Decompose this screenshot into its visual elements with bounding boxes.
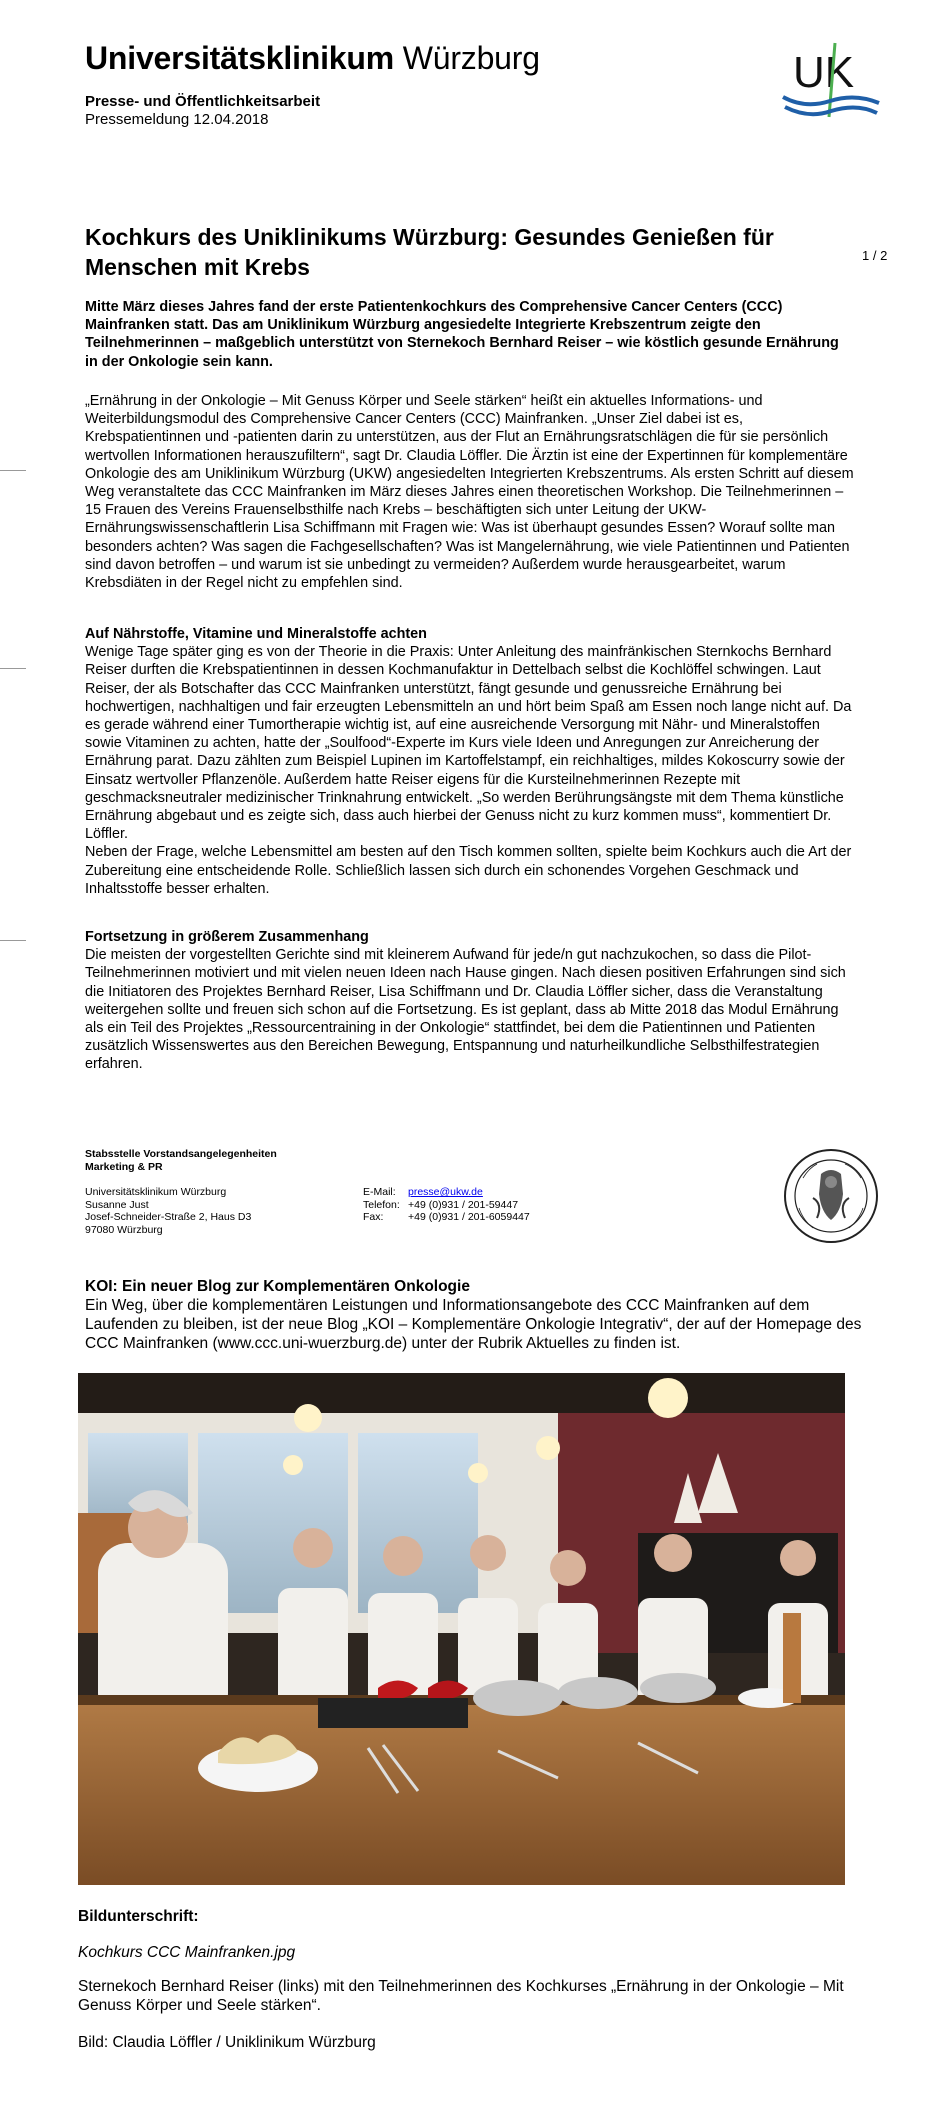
margin-mark [0, 470, 26, 471]
caption-filename: Kochkurs CCC Mainfranken.jpg [78, 1944, 296, 1961]
press-release-date: Pressemeldung 12.04.2018 [85, 111, 269, 128]
contact-unit-line: Marketing & PR [85, 1161, 163, 1173]
brand-bold: Universitätsklinikum [85, 40, 395, 76]
contact-city: 97080 Würzburg [85, 1223, 163, 1236]
section-paragraph: Wenige Tage später ging es von der Theorie in die Praxis: Unter Anleitung des mainfränkischen Sternkochs Bernhard Reiser durften die Krebspatientinnen in dessen Kochmanufaktur in Dettelbach selbst die Kochlöffel schwingen. Laut Reiser, der als Botschafter das CCC Mainfranken unterstützt, fängt gesunde und genussreiche Ernährung bei hochwertigen, nachhaltigen und fair erzeugten Lebensmitteln an und hört beim Spaß am Essen noch lange nicht auf. Da es gerade während einer Tumortherapie wichtig ist, auf eine ausreichende Versorgung mit Nähr- und Mineralstoffen sowie Vitaminen zu achten, hatte der „Soulfood“-Experte im Kurs viele Ideen und Anregungen zur Anreicherung der Ernährung parat. Dazu zählten zum Beispiel Lupinen im Kartoffelstampf, ein reichhaltiges, mildes Kokoscurry sowie der Einsatz wertvoller Pflanzenöle. Außerdem hatte Reiser eigens für die Kursteilnehmerinnen Rezepte mit geschmacksneutraler medizinischer Trinknahrung entwickelt. „So werden Berührungsängste mit dem Thema künstliche Ernährung abgebaut und es zeigte sich, dass auch hierbei der Genuss nicht zu kurz kommen muss“, kommentiert Dr. Löffler. [85, 644, 852, 843]
email-label: E-Mail: [363, 1186, 396, 1198]
contact-channels [363, 1186, 530, 1224]
article-lead: Mitte März dieses Jahres fand der erste Patientenkochkurs des Comprehensive Cancer Centers (CCC) Mainfranken statt. Das am Uniklinikum Würzburg angesiedelte Integrierte Krebszentrum zeigte den Teilnehmerinnen – maßgeblich unterstützt von Sternekoch Bernhard Reiser – wie köstlich gesunde Ernährung in der Onkologie sein kann. [85, 299, 839, 370]
section-heading: Auf Nährstoffe, Vitamine und Mineralstoffe achten [85, 626, 427, 642]
section-continuation [85, 928, 855, 1074]
section-heading: Fortsetzung in größerem Zusammenhang [85, 929, 369, 945]
margin-mark [0, 940, 26, 941]
blog-text: Ein Weg, über die komplementären Leistungen und Informationsangebote des CCC Mainfranken auf dem Laufenden zu bleiben, ist der neue Blog „KOI – Komplementäre Onkologie Integrativ“, der auf der Homepage des CCC Mainfranken (www.ccc.uni-wuerzburg.de) unter der Rubrik Aktuelles zu finden ist. [85, 1297, 862, 1352]
contact-street: Josef-Schneider-Straße 2, Haus D3 [85, 1211, 252, 1223]
contact-org: Universitätsklinikum Würzburg [85, 1186, 227, 1198]
contact-unit-line: Stabsstelle Vorstandsangelegenheiten [85, 1148, 277, 1160]
section-paragraph: Die meisten der vorgestellten Gerichte sind mit kleinerem Aufwand für jede/n gut nachzukochen, so dass die Pilot-Teilnehmerinnen motiviert und mit vielen neuen Ideen nach Hause gingen. Nach diesen positiven Erfahrungen sind sich die Initiatoren des Projektes Bernhard Reiser, Lisa Schiffmann und Dr. Claudia Löffler sicher, dass die Veranstaltung weitergehen sollte und freuen sich schon auf die Fortsetzung. Es ist geplant, dass ab Mitte 2018 das Modul Ernährung als ein Teil des Projektes „Ressourcentraining in der Onkologie“ stattfindet, bei dem die Patientinnen und Patienten zusätzlich Wissenswertes aus den Bereichen Bewegung, Entspannung und naturheilkundliche Selbsthilfestrategien erfahren. [85, 947, 846, 1073]
caption-text: Sternekoch Bernhard Reiser (links) mit den Teilnehmerinnen des Kochkurses „Ernährung in der Onkologie – Mit Genuss Körper und Seele stärken“. [78, 1978, 844, 2014]
contact-person: Susanne Just [85, 1198, 149, 1211]
page-number: 1 / 2 [862, 248, 888, 263]
email-link[interactable]: presse@ukw.de [408, 1186, 483, 1198]
caption-credit: Bild: Claudia Löffler / Uniklinikum Würzburg [78, 2034, 376, 2051]
department-name: Presse- und Öffentlichkeitsarbeit [85, 93, 321, 110]
contact-unit [85, 1148, 277, 1174]
caption-heading: Bildunterschrift: [78, 1908, 199, 1925]
article-paragraph-1: „Ernährung in der Onkologie – Mit Genuss Körper und Seele stärken“ heißt ein aktuelles Informations- und Weiterbildungsmodul des Comprehensive Cancer Centers (CCC) Mainfranken. „Unser Ziel dabei ist es, Krebspatientinnen und -patienten darin zu unterstützen, aus der Flut an Ernährungsratschlägen die für sie persönlich wertvollen Informationen herauszufiltern“, sagt Dr. Claudia Löffler. Die Ärztin ist eine der Expertinnen für komplementäre Onkologie des am Uniklinikum Würzburg (UKW) angesiedelten Integrierten Krebszentrums. Als ersten Schritt auf diesem Weg veranstaltete das CCC Mainfranken im März dieses Jahres einen theoretischen Workshop. Die Teilnehmerinnen – 15 Frauen des Vereins Frauenselbsthilfe nach Krebs – beschäftigten sich unter Leitung der UKW-Ernährungswissenschaftlerin Lisa Schiffmann mit Fragen wie: Was ist überhaupt gesundes Essen? Worauf sollte man besonders achten? Was sagen die Fachgesellschaften? Was ist Mangelernährung, wie viele Patientinnen und Patienten sind davon betroffen – und warum ist sie unbedingt zu vermeiden? Außerdem wurde herausgearbeitet, warum Krebsdiäten in der Regel nicht zu empfehlen sind. [85, 393, 854, 592]
article-title: Kochkurs des Uniklinikums Würzburg: Gesundes Genießen für Menschen mit Krebs [85, 224, 774, 280]
blog-heading: KOI: Ein neuer Blog zur Komplementären Onkologie [85, 1278, 470, 1295]
brand-light: Würzburg [402, 40, 540, 76]
cooking-class-photo [78, 1373, 845, 1885]
fax-number: +49 (0)931 / 201-6059447 [408, 1211, 530, 1223]
margin-mark [0, 668, 26, 669]
phone-label: Telefon: [363, 1198, 400, 1211]
fax-label: Fax: [363, 1211, 384, 1223]
section-nutrients [85, 625, 855, 898]
phone-number: +49 (0)931 / 201-59447 [408, 1198, 519, 1211]
logo-letters: UK [793, 48, 855, 97]
institution-name [85, 40, 540, 77]
contact-address [85, 1186, 251, 1236]
ukw-logo-icon [775, 35, 885, 125]
section-paragraph: Neben der Frage, welche Lebensmittel am besten auf den Tisch kommen sollten, spielte beim Kochkurs auch die Art der Zubereitung eine entscheidende Rolle. Schließlich lassen sich durch ein schonendes Vorgehen Geschmack und Inhaltsstoffe besser erhalten. [85, 844, 852, 897]
university-seal-icon [783, 1148, 879, 1244]
